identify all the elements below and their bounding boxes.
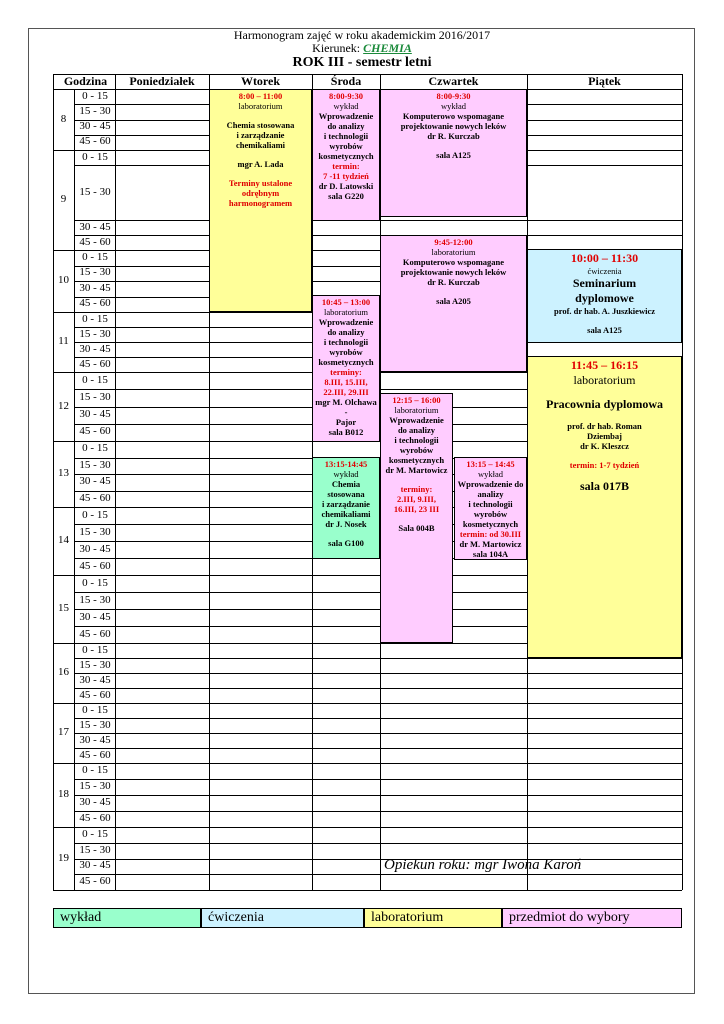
block-line bbox=[210, 111, 311, 120]
block-line: dr J. Nosek bbox=[325, 519, 367, 529]
slot-label: 0 - 15 bbox=[82, 442, 108, 455]
block-line: wykład bbox=[440, 101, 467, 111]
legend-wyklad: wykład bbox=[53, 908, 201, 928]
block-line bbox=[381, 475, 452, 484]
block-line: 8:00-9:30 bbox=[436, 91, 471, 101]
block-line: wyrobów bbox=[473, 509, 508, 519]
block-line: i technologii bbox=[468, 499, 513, 509]
slot-separator bbox=[74, 688, 682, 689]
block-line bbox=[381, 141, 526, 150]
hour-separator bbox=[53, 703, 682, 704]
block-line: Pajor bbox=[335, 417, 357, 427]
block-line: projektowanie nowych leków bbox=[400, 267, 507, 277]
block-line: Chemia bbox=[331, 479, 361, 489]
block-line: sala A125 bbox=[436, 150, 471, 160]
block-line: prof. dr hab. Roman bbox=[567, 421, 642, 431]
block-line: Wprowadzenie do bbox=[457, 479, 524, 489]
block-line bbox=[528, 412, 681, 421]
block-line bbox=[210, 150, 311, 159]
block-line: termin: od 30.III bbox=[459, 529, 522, 539]
block-line: harmonogramem bbox=[228, 198, 293, 208]
col-header-tuesday: Wtorek bbox=[240, 74, 281, 88]
block-thursday-lecture bbox=[380, 89, 527, 217]
block-line: Wprowadzenie bbox=[318, 111, 374, 121]
block-line: 13:15-14:45 bbox=[324, 459, 368, 469]
slot-label: 30 - 45 bbox=[79, 220, 111, 233]
hour-label-16: 16 bbox=[58, 666, 69, 678]
hour-label-19: 19 bbox=[58, 851, 69, 864]
slot-label: 45 - 60 bbox=[79, 425, 111, 438]
block-line: termin: bbox=[332, 161, 360, 171]
block-line: i technologii bbox=[323, 131, 369, 141]
slot-label: 0 - 15 bbox=[82, 312, 108, 325]
hour-label-9: 9 bbox=[60, 193, 67, 205]
slot-label: 0 - 15 bbox=[82, 150, 108, 163]
block-line: sala A205 bbox=[436, 296, 471, 306]
block-wednesday-lecture bbox=[312, 89, 380, 221]
slot-label: 30 - 45 bbox=[79, 859, 111, 872]
slot-label: 30 - 45 bbox=[79, 733, 111, 746]
slot-label: 0 - 15 bbox=[82, 89, 108, 102]
block-line: kosmetycznych bbox=[462, 519, 519, 529]
block-line: laboratorium bbox=[394, 405, 439, 415]
year-semester: ROK III - semestr letni bbox=[292, 55, 432, 70]
slot-separator bbox=[74, 733, 682, 734]
block-line: Komputerowo wspomagane bbox=[402, 111, 505, 121]
hour-label-11: 11 bbox=[58, 335, 69, 347]
hour-label-17: 17 bbox=[58, 726, 69, 738]
block-line: dyplomowe bbox=[575, 291, 634, 305]
hour-label-18: 18 bbox=[58, 788, 69, 800]
block-line: kosmetycznych bbox=[318, 357, 374, 367]
block-line bbox=[381, 514, 452, 523]
block-line: do analizy bbox=[327, 327, 365, 337]
block-line: odrębnym bbox=[241, 188, 280, 198]
slot-label: 45 - 60 bbox=[79, 297, 111, 310]
block-line: Komputerowo wspomagane bbox=[402, 257, 505, 267]
block-line: 12:15 – 16:00 bbox=[392, 395, 441, 405]
block-line: 8:00-9:30 bbox=[329, 91, 363, 101]
hour-label-14: 14 bbox=[58, 534, 69, 546]
slot-label: 0 - 15 bbox=[82, 250, 108, 263]
block-line: wykład bbox=[333, 469, 359, 479]
slot-label: 45 - 60 bbox=[79, 627, 111, 640]
slot-separator bbox=[74, 811, 682, 812]
block-line: sala 104A bbox=[472, 549, 509, 559]
hour-separator bbox=[53, 827, 682, 828]
slot-separator bbox=[74, 795, 682, 796]
block-line: Chemia stosowana bbox=[226, 120, 295, 130]
hour-separator bbox=[53, 763, 682, 764]
slot-label: 0 - 15 bbox=[82, 703, 108, 716]
slot-label: 15 - 30 bbox=[79, 327, 111, 340]
block-line bbox=[528, 451, 681, 460]
slot-separator bbox=[74, 748, 682, 749]
block-line: dr R. Kurczab bbox=[427, 131, 480, 141]
slot-separator bbox=[74, 779, 682, 780]
block-line: 2.III, 9.III, bbox=[397, 494, 436, 504]
slot-label: 15 - 30 bbox=[79, 458, 111, 471]
block-line: wyrobów bbox=[329, 347, 363, 357]
slot-label: 45 - 60 bbox=[79, 748, 111, 761]
block-line: 13:15 – 14:45 bbox=[466, 459, 515, 469]
hour-label-8: 8 bbox=[60, 112, 67, 125]
block-line: chemikaliami bbox=[235, 140, 286, 150]
block-line: Wprowadzenie bbox=[318, 317, 374, 327]
hour-label-15: 15 bbox=[58, 602, 69, 614]
slot-label: 45 - 60 bbox=[79, 357, 111, 370]
col-header-thursday: Czwartek bbox=[428, 74, 479, 88]
block-line: termin: 1-7 tydzień bbox=[569, 460, 640, 470]
slot-label: 15 - 30 bbox=[79, 780, 111, 792]
slot-label: 0 - 15 bbox=[82, 373, 108, 386]
block-line: i zarządzanie bbox=[322, 499, 370, 509]
slot-label: 30 - 45 bbox=[79, 408, 111, 421]
col-header-monday: Poniedziałek bbox=[129, 74, 195, 88]
block-line: Pracownia dyplomowa bbox=[546, 397, 663, 411]
block-line: analizy bbox=[477, 489, 504, 499]
block-thursday-lab bbox=[380, 235, 527, 372]
legend-laboratorium: laboratorium bbox=[364, 908, 502, 928]
block-line: Dziembaj bbox=[587, 431, 622, 441]
col-header-godzina: Godzina bbox=[63, 74, 108, 88]
block-line: ćwiczenia bbox=[587, 266, 622, 276]
block-line: laboratorium bbox=[431, 247, 476, 257]
block-line: mgr M. Olchawa - bbox=[315, 397, 377, 417]
slot-label: 15 - 30 bbox=[79, 525, 111, 538]
block-line: 10:00 – 11:30 bbox=[570, 251, 639, 265]
slot-label: 45 - 60 bbox=[79, 491, 111, 504]
block-line: stosowana bbox=[327, 489, 365, 499]
block-line: mgr A. Lada bbox=[237, 159, 284, 169]
opiekun-roku: Opiekun roku: mgr Iwona Karoń bbox=[384, 857, 582, 873]
block-line: i technologii bbox=[323, 337, 369, 347]
slot-label: 15 - 30 bbox=[79, 390, 111, 403]
block-line: dr D. Latowski bbox=[318, 181, 374, 191]
block-line: 7 -11 tydzień bbox=[323, 171, 369, 181]
block-line: 10:45 – 13:00 bbox=[321, 297, 371, 307]
block-line: wykład bbox=[333, 101, 359, 111]
hour-label-10: 10 bbox=[58, 274, 69, 286]
slot-label: 30 - 45 bbox=[79, 610, 111, 623]
block-line: do analizy bbox=[327, 121, 365, 131]
block-line: Seminarium bbox=[572, 276, 637, 290]
slot-separator bbox=[74, 673, 682, 674]
block-line: wykład bbox=[477, 469, 504, 479]
block-line: 16.III, 23 III bbox=[393, 504, 440, 514]
slot-label: 45 - 60 bbox=[79, 235, 111, 248]
slot-label: 45 - 60 bbox=[79, 875, 111, 888]
hour-label-12: 12 bbox=[58, 399, 69, 412]
slot-label: 30 - 45 bbox=[79, 120, 111, 133]
block-line: sala A125 bbox=[587, 325, 622, 335]
slot-label: 30 - 45 bbox=[79, 342, 111, 355]
slot-label: 30 - 45 bbox=[79, 475, 111, 488]
block-line: dr R. Kurczab bbox=[427, 277, 480, 287]
slot-label: 0 - 15 bbox=[82, 764, 108, 776]
slot-label: 30 - 45 bbox=[79, 281, 111, 294]
block-line bbox=[381, 287, 526, 296]
slot-label: 0 - 15 bbox=[82, 508, 108, 521]
block-line bbox=[528, 470, 681, 479]
slot-label: 45 - 60 bbox=[79, 135, 111, 148]
col-header-wednesday: Środa bbox=[330, 74, 362, 88]
slot-label: 15 - 30 bbox=[79, 843, 111, 856]
block-line: laboratorium bbox=[573, 373, 636, 387]
slot-label: 30 - 45 bbox=[79, 673, 111, 686]
legend-przedmiot-do-wybory: przedmiot do wybory bbox=[502, 908, 682, 928]
slot-label: 15 - 30 bbox=[79, 266, 111, 279]
slot-label: 45 - 60 bbox=[79, 812, 111, 824]
block-line: terminy: bbox=[330, 367, 362, 377]
kierunek-label: Kierunek: bbox=[312, 41, 364, 55]
block-line: dr M. Martowicz bbox=[385, 465, 448, 475]
kierunek-value: CHEMIA bbox=[363, 41, 412, 55]
block-line: 9:45-12:00 bbox=[434, 237, 473, 247]
block-line: 11:45 – 16:15 bbox=[570, 358, 639, 372]
block-line: chemikaliami bbox=[321, 509, 371, 519]
block-line bbox=[528, 316, 681, 325]
slot-label: 15 - 30 bbox=[79, 104, 111, 117]
block-line: kosmetycznych bbox=[318, 151, 374, 161]
slot-label: 15 - 30 bbox=[79, 658, 111, 671]
block-friday-cwiczenia bbox=[527, 249, 682, 343]
table-bottom-border bbox=[53, 890, 682, 891]
slot-separator bbox=[74, 235, 682, 236]
block-line: 22.III, 29.III bbox=[323, 387, 369, 397]
block-line: Sala 004B bbox=[398, 523, 435, 533]
col-border bbox=[115, 74, 116, 890]
slot-separator bbox=[74, 658, 682, 659]
block-line: Terminy ustalone bbox=[228, 178, 293, 188]
block-tuesday-lab bbox=[209, 89, 312, 312]
slot-label: 0 - 15 bbox=[82, 827, 108, 840]
block-line: sala 017B bbox=[579, 479, 629, 493]
slot-label: 30 - 45 bbox=[79, 796, 111, 808]
slot-separator bbox=[74, 843, 682, 844]
slot-separator bbox=[74, 859, 682, 860]
block-thursday-lab2 bbox=[380, 393, 453, 643]
slot-label: 15 - 30 bbox=[79, 593, 111, 606]
slot-separator bbox=[74, 718, 682, 719]
block-wednesday-green bbox=[312, 457, 380, 559]
block-wednesday-lab bbox=[312, 295, 380, 442]
block-line: sala G100 bbox=[328, 538, 364, 548]
block-line bbox=[528, 388, 681, 397]
col-border bbox=[682, 74, 683, 890]
block-line: terminy: bbox=[400, 484, 433, 494]
block-line: 8:00 – 11:00 bbox=[238, 91, 283, 101]
block-line: laboratorium bbox=[324, 307, 368, 317]
legend-cwiczenia: ćwiczenia bbox=[201, 908, 364, 928]
block-line: 8.III, 15.III, bbox=[324, 377, 368, 387]
slot-label: 15 - 30 bbox=[79, 718, 111, 731]
block-line: projektowanie nowych leków bbox=[400, 121, 507, 131]
block-line: i technologii bbox=[394, 435, 439, 445]
schedule-title: Harmonogram zajęć w roku akademickim 2016/2017 bbox=[233, 28, 491, 42]
block-line: sala G220 bbox=[328, 191, 364, 201]
slot-label: 45 - 60 bbox=[79, 688, 111, 701]
block-thursday-lecture2 bbox=[454, 457, 527, 560]
block-line: laboratorium bbox=[238, 101, 283, 111]
block-line: dr K. Kleszcz bbox=[580, 441, 629, 451]
block-line: kosmetycznych bbox=[388, 455, 445, 465]
block-line: wyrobów bbox=[399, 445, 434, 455]
slot-label: 15 - 30 bbox=[79, 185, 111, 198]
block-line bbox=[210, 169, 311, 178]
block-friday-lab bbox=[527, 356, 682, 658]
hour-label-13: 13 bbox=[58, 467, 69, 479]
block-line: wyrobów bbox=[329, 141, 363, 151]
block-line: dr M. Martowicz bbox=[459, 539, 522, 549]
block-line bbox=[313, 529, 379, 538]
block-line: do analizy bbox=[397, 425, 436, 435]
block-line: sala B012 bbox=[328, 427, 364, 437]
slot-label: 0 - 15 bbox=[82, 576, 108, 589]
block-line: i zarządzanie bbox=[236, 130, 285, 140]
block-line: prof. dr hab. A. Juszkiewicz bbox=[554, 306, 655, 316]
slot-label: 30 - 45 bbox=[79, 542, 111, 555]
slot-separator bbox=[74, 874, 682, 875]
slot-label: 45 - 60 bbox=[79, 559, 111, 572]
col-header-friday: Piątek bbox=[588, 74, 621, 88]
slot-label: 0 - 15 bbox=[82, 643, 108, 656]
block-line: Wprowadzenie bbox=[389, 415, 444, 425]
